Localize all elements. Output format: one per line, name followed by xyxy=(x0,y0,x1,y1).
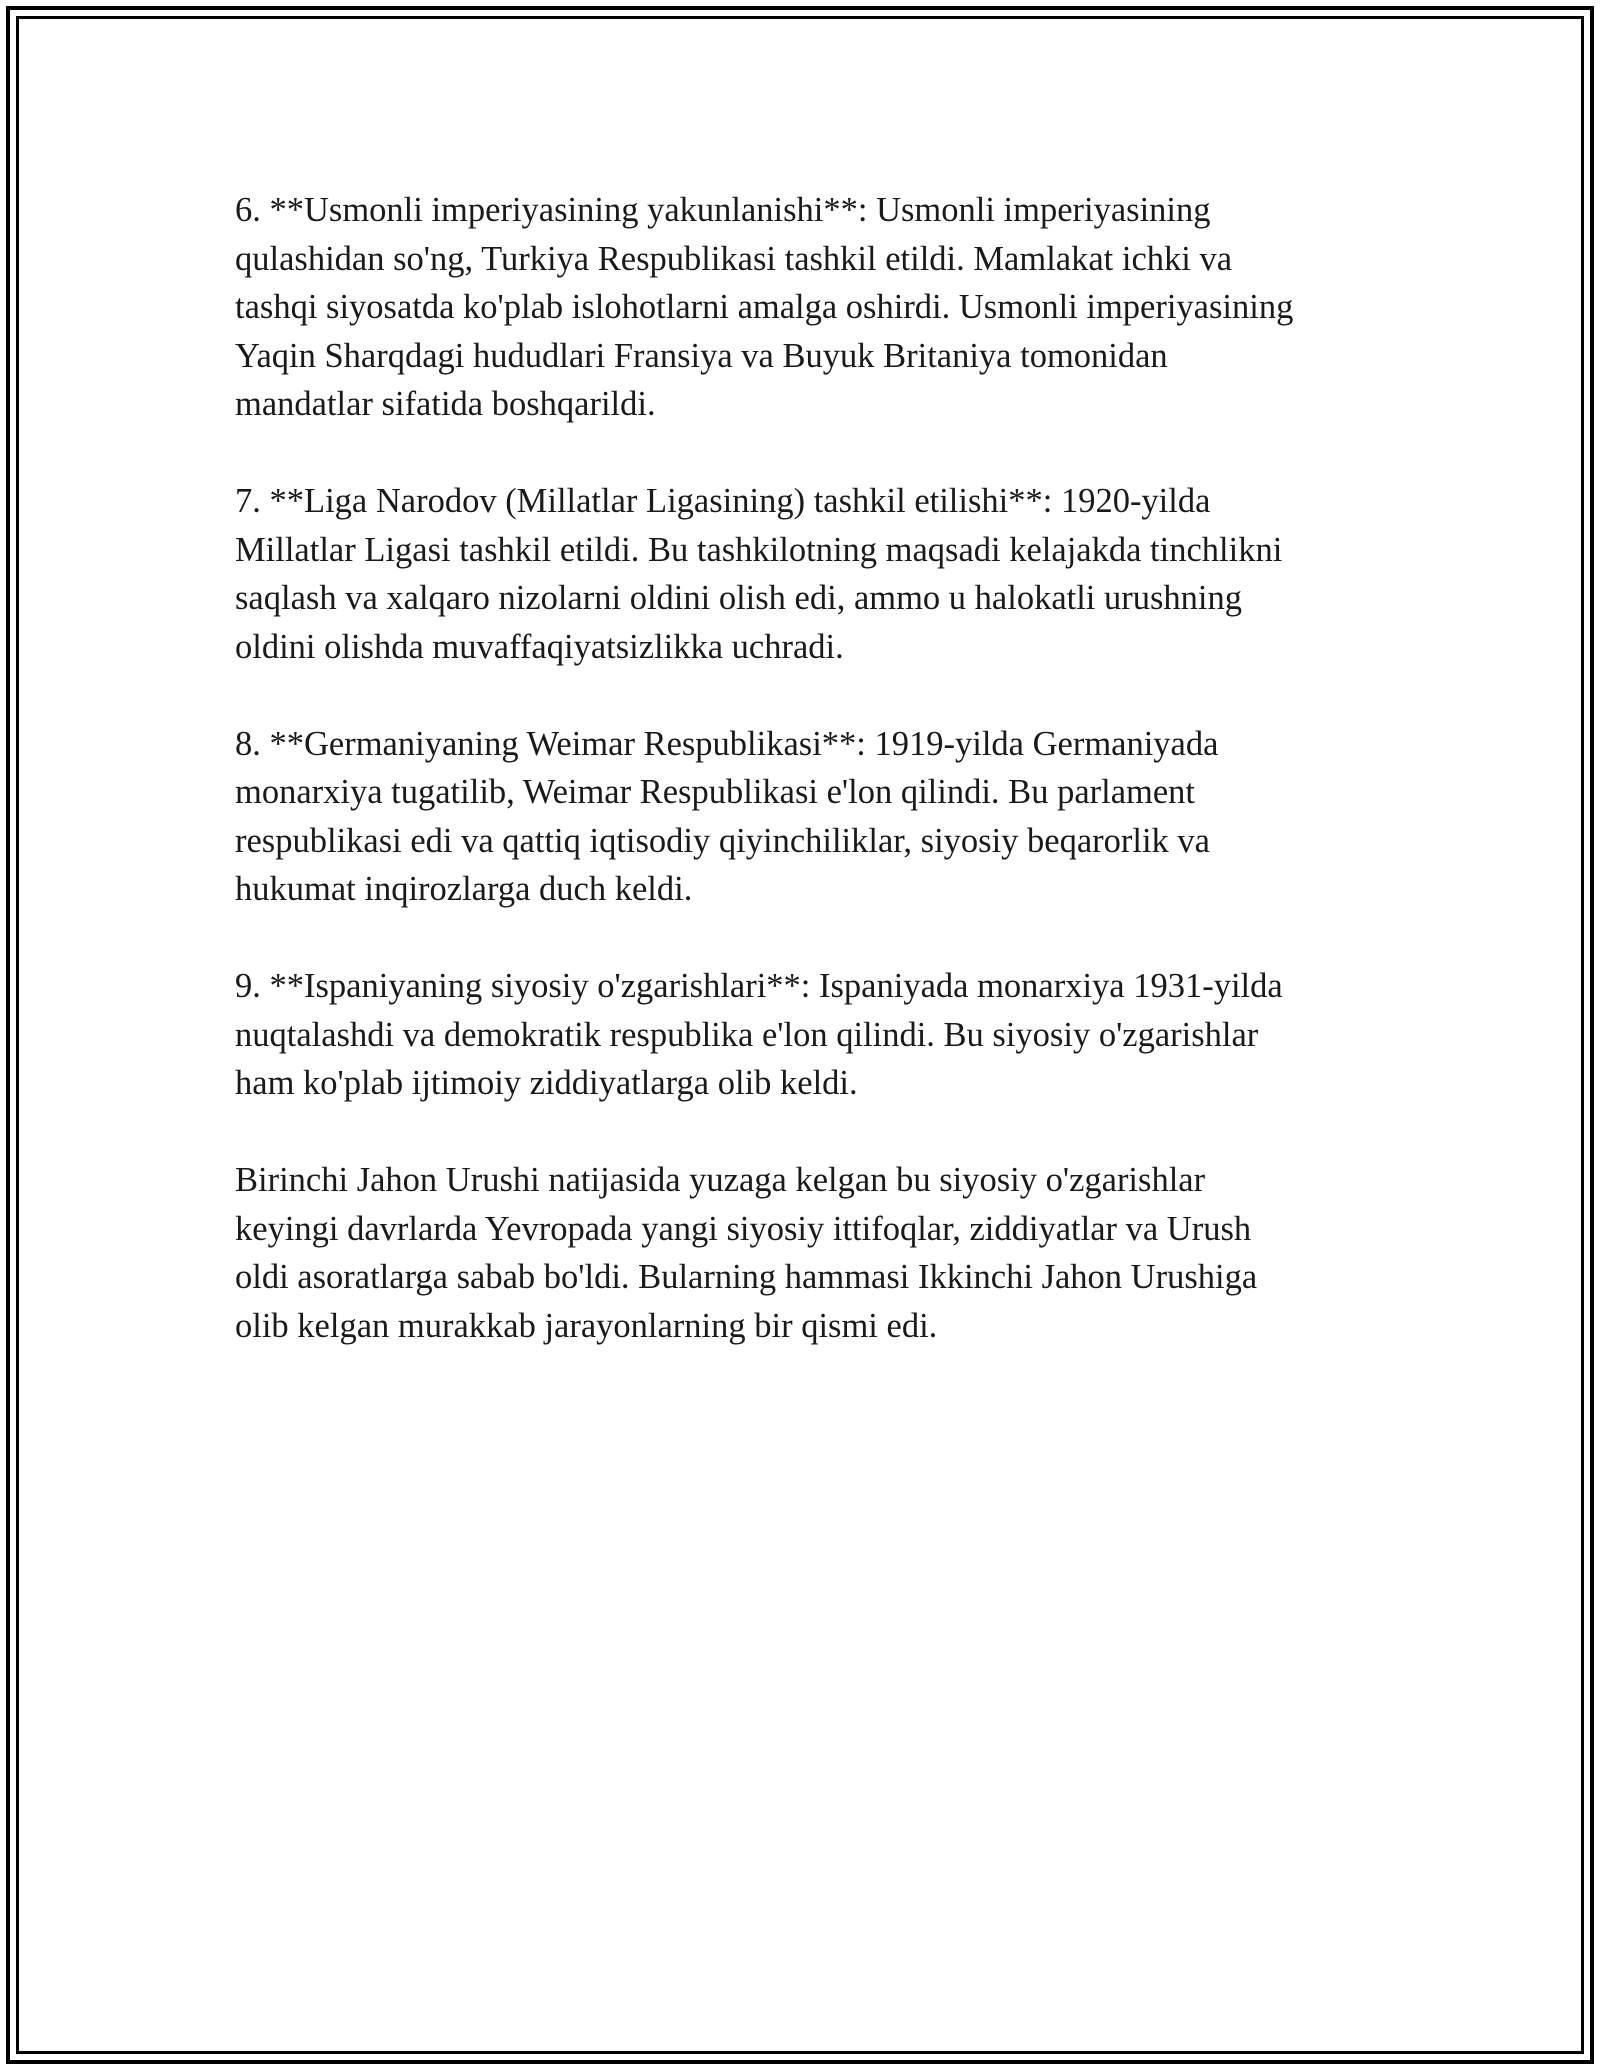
paragraph-weimar-republic: 8. **Germaniyaning Weimar Respublikasi**: 1919-yilda Germaniyada monarxiya tugatilib, Weimar Respublikasi e'lon qilindi. Bu parlament respublikasi edi va qattiq iqtisodiy qiyinchiliklar, siyosiy beqarorlik va hukumat inqirozlarga duch keldi. xyxy=(235,724,1219,908)
paragraph-spain-changes: 9. **Ispaniyaning siyosiy o'zgarishlari**: Ispaniyada monarxiya 1931-yilda nuqtalashdi va demokratik respublika e'lon qilindi. Bu siyosiy o'zgarishlar ham ko'plab ijtimoiy ziddiyatlarga olib keldi. xyxy=(235,967,1283,1102)
paragraph-conclusion: Birinchi Jahon Urushi natijasida yuzaga kelgan bu siyosiy o'zgarishlar keyingi davrlarda Yevropada yangi siyosiy ittifoqlar, ziddiyatlar va Urush oldi asoratlarga sabab bo'ldi. Bularning hammasi Ikkinchi Jahon Urushiga olib kelgan murakkab jarayonlarning bir qismi edi. xyxy=(235,1161,1258,1345)
paragraph-league-of-nations: 7. **Liga Narodov (Millatlar Ligasining) tashkil etilishi**: 1920-yilda Millatlar Ligasi tashkil etildi. Bu tashkilotning maqsadi kelajakda tinchlikni saqlash va xalqaro nizolarni oldini olish edi, ammo u halokatli urushning oldini olishda muvaffaqiyatsizlikka uchradi. xyxy=(235,482,1283,666)
paragraph-ottoman-empire: 6. **Usmonli imperiyasining yakunlanishi**: Usmonli imperiyasining qulashidan so'ng, Turkiya Respublikasi tashkil etildi. Mamlakat ichki va tashqi siyosatda ko'plab islohotlarni amalga oshirdi. Usmonli imperiyasining Yaqin Sharqdagi hududlari Fransiya va Buyuk Britaniya tomonidan mandatlar sifatida boshqarildi. xyxy=(235,191,1294,423)
document-body xyxy=(235,186,1415,1350)
